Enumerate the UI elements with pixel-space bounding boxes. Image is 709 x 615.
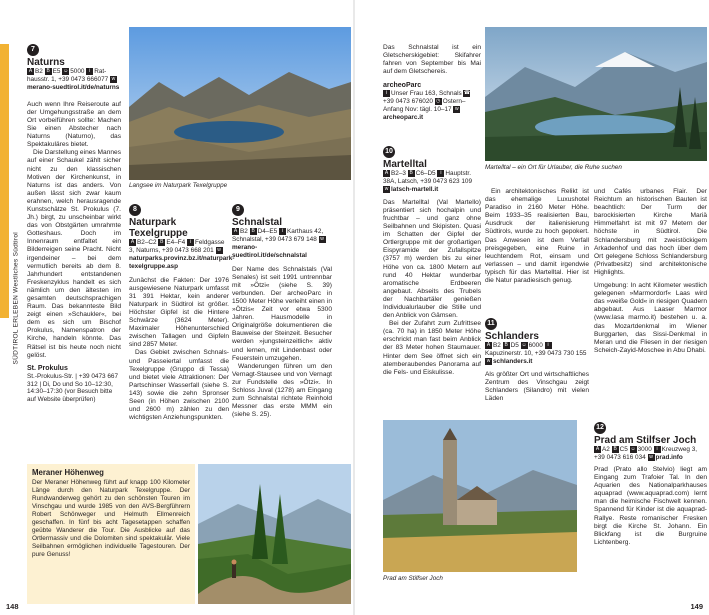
map-icon: B — [46, 68, 50, 74]
info-icon: i — [437, 170, 444, 177]
subentry-info: St.-Prokulus-Str. | +39 0473 667 312 | Di, Do und So 10–12:30, 14:30–17:30 (vor Besuch bitte auf Website überprüfen) — [27, 372, 119, 404]
entry-naturns — [27, 44, 121, 404]
section-stripe — [0, 44, 9, 318]
entry-texelgruppe — [129, 204, 235, 422]
info-icon: i — [545, 342, 552, 349]
website-link[interactable]: archeoparc.it — [383, 114, 424, 122]
entry-title: Naturns — [27, 57, 65, 68]
map-icon: B — [504, 342, 508, 348]
church-tower-image — [383, 420, 577, 572]
right-page — [355, 0, 709, 615]
people-icon: ☺ — [630, 446, 636, 452]
entry-body-2: Wanderungen führen um den Vernagt-Stausee und von Vernagt zur Fundstelle des »Ötzi«. In Schloss Juval (1278) am Eingang zum Schnalstal richtete Reinhold Messner das erste MMM ein (siehe S. 25). — [232, 362, 332, 419]
schnalstal-continuation — [383, 44, 481, 122]
subentry — [27, 365, 121, 404]
website-link[interactable]: merano-suedtirol.it/de/schnalstal — [232, 243, 307, 259]
website-link[interactable]: schlanders.it — [493, 357, 533, 365]
entry-info: A B2 B D5 ☺ 6000 iKapuzinerstr. 10, +39 0473 730 155 w schlanders.it — [485, 342, 587, 365]
entry-title: Schnalstal — [232, 217, 283, 228]
entry-schnalstal — [232, 204, 332, 419]
hiking-image — [198, 464, 351, 604]
archeoparc-info — [383, 82, 481, 122]
phone-icon: ☎ — [463, 90, 471, 97]
photo-hiking-path — [198, 464, 351, 604]
entry-prad — [594, 422, 707, 547]
section-tab: SÜDTIROL ERLEBEN Westliches Südtirol — [12, 231, 20, 365]
photo-caption: Langsee im Naturpark Texelgruppe — [129, 182, 228, 189]
web-icon: w — [649, 453, 653, 460]
website-link[interactable]: merano-suedtirol.it/de/naturns — [27, 83, 120, 91]
web-icon: w — [455, 106, 459, 113]
info-icon: i — [654, 446, 661, 453]
photo-prad — [383, 420, 577, 572]
web-icon: w — [384, 185, 389, 192]
mountain-lake-image — [129, 27, 351, 180]
photo-caption: Prad am Stilfser Joch — [383, 575, 443, 582]
info-icon: i — [187, 239, 194, 246]
entry-body: Auch wenn Ihre Reiseroute auf der Umgehungsstraße an dem Ort vorbeiführen sollte: Machen Sie einen Abstecher nach Naturns (Naturno), das Spektakuläres bietet. — [27, 100, 121, 149]
schlanders-continuation — [594, 188, 707, 355]
info-icon: i — [279, 228, 286, 235]
website-link[interactable]: prad.info — [655, 454, 683, 462]
continuation-text-2: Umgebung: In acht Kilometer westlich gelegenen »Marmordorf« Laas wird das »weiße Gold« in riesigen Quadern abgebaut. Aus Laaser Marmor (www.lasa marmo.it) bestehen u. a. das Mozartdenkmal im Wiener Burggarten, das Sissi-Denkmal in Meran und die Fliesen in der riesigen Scheich-Zayid-Moschee in Abu Dhabi. — [594, 282, 707, 354]
entry-info: A B2 B D4–E5 i Karthaus 42, Schnalstal, +39 0473 679 148 wmerano-suedtirol.it/de/schnalstal — [232, 228, 324, 259]
continuation-text: Ein architektonisches Relikt ist das ehemalige Luxushotel Paradiso in 2160 Meter Höhe. Beim 1933–35 realisierten Bau, Ausdruck der italienisierung Südtirols, wurde zu hoch gepokert. Das Anwesen ist dem Verfall preisgegeben, eine Ruine in leuchtendem Rot, einsam und verlassen – und damit irgendwie typisch für das Martelltal. Hier ist die Natur paradiesisch genug. — [485, 188, 589, 285]
entry-body: Das Martelltal (Val Martello) präsentiert sich hochalpin und fruchtbar – und ganz ohne Seilbahnen und Skipisten. Quasi im Schatten der Gipfel der Ortlergruppe mit der großartigen Eispyramide der Zufallspitze (3757 m) werden bis zu einer Höhe von ca. 1800 Metern auf rund 40 Hektar wunderbar aromatische Erdbeeren angebaut. Abseits des Trubels der Nachbartäler genießen Individualurlauber die Stille und den Anblick von Gämsen. — [383, 198, 481, 320]
entry-info: A B2–C2 B E4–F4 i Feldgasse 3, Naturns, +39 0473 668 201 wnaturparks.provinz.bz.it/naturpark-texelgruppe.asp — [129, 239, 235, 270]
subentry-title: St. Prokulus — [27, 364, 68, 372]
archeoparc-title: archeoParc — [383, 82, 422, 90]
entry-number: 8 — [129, 204, 141, 216]
entry-number: 12 — [594, 422, 606, 434]
map-icon: A — [384, 170, 389, 176]
entry-body-2: Bei der Zufahrt zum Zufrittsee (ca. 70 ha) in 1850 Meter Höhe erschrickt man fast beim Anblick der 83 Meter hohen Staumauer. Hinter dem See öffnet sich ein atemberaubendes Panorama auf die Fels- und Eiskulisse. — [383, 320, 481, 376]
map-icon: B — [613, 446, 617, 452]
box-body: Der Meraner Höhenweg führt auf knapp 100 Kilometer Länge durch den Naturpark Texelgruppe. Der Rundwanderweg gehört zu den schönsten Touren im Vinschgau und wurde 1985 von den AVS-Bergführern Robert Schönweger und Helmuth Ellmenreich geschaffen. In fünf bis acht Tagesetappen schaffen geübte Wanderer die Tour. Die Ausblicke auf das Ortlermassiv und die Dolomiten sind spektakulär. Viele Seilbahnen ermöglichen individuelle Tagestouren. Der pure Genuss! — [32, 479, 190, 558]
entry-number: 9 — [232, 204, 244, 216]
map-icon: A — [595, 446, 600, 452]
entry-number: 7 — [27, 44, 39, 56]
martelltal-continuation — [485, 188, 589, 285]
entry-body: Der Name des Schnalstals (Val Senales) ist seit 1991 untrennbar mit »Ötzi« (siehe S. 39) verbunden. Der archeoParc in 1500 Meter Höhe verleiht einen in »Ötzis« Zeit vor etwa 5300 Jahren. Hausmodelle in Originalgröße dokumentieren die Bauweise der Steinzeit. Besucher werden »jungsteinzeitlich« aktiv und lernen, mit Lindenbast oder Feuerstein umzugehen. — [232, 265, 332, 362]
entry-title: Prad am Stilfser Joch — [594, 435, 697, 446]
photo-martelltal — [485, 27, 707, 161]
entry-body-2: Die Darstellung eines Mannes auf einer Schaukel zählt sicher nicht zu den klassischen Motiven der Kirchenkunst, in Naturns ist das anders. Von außen lässt sich zwar kaum erahnen, welch herausragende Kunstschätze St. Prokulus (7. Jh.) birgt, zu unscheinbar wirkt das von Obstgärten umrahmte Gotteshaus. Doch im Innenraum entfaltet ein Bilderreigen seine Pracht. Nicht irgendeiner – bei dem vermutlich bereits ab dem 8. Jahrhundert entstandenen Freskenzyklus handelt es sich nämlich um den ältesten im gesamten deutschsprachigen Raum. Das bekannteste Bild zeigt einen »Schaukler«, bei dem es sich um Bischof Prokulus, Namenspatron der Kirche, handeln könnte. Das Rätsel ist bis heute noch nicht gelöst. — [27, 149, 121, 359]
archeoparc-details: i Unser Frau 163, Schnals ☎+39 0473 676020 ◷ Ostern–Anfang Nov: tägl. 10–17 warcheoparc.it — [383, 90, 471, 122]
entry-title: Martelltal — [383, 159, 427, 170]
map-icon: A — [486, 342, 491, 348]
entry-body: Prad (Prato allo Stelvio) liegt am Eingang zum Trafoier Tal. In den Aquarien des Nationalparkhauses aquaprad (www.aquaprad.com) lernt man die heimische Fischwelt kennen. Spannend für Kinder ist die aquaprad-Rallye. Reste romanischer Fresken birgt die Kirche St. Johann. Ein Blickfang ist die Burgruine Lichtenberg. — [594, 465, 707, 546]
people-icon: ☺ — [63, 68, 69, 74]
info-icon: i — [86, 68, 93, 75]
people-icon: ☺ — [521, 342, 527, 348]
entry-title: Naturpark Texelgruppe — [129, 217, 188, 239]
entry-body-2: Das Gebiet zwischen Schnals- und Passeiertal umfasst die Texelgruppe (Gruppo di Tessa) und bietet viele Attraktionen: Der Partschinser Wasserfall (siehe S. 143) sowie die zehn Spronser Seen (in Höhen zwischen 2100 und 2600 m) zählen zu den wichtigsten Anziehungspunkten. — [129, 349, 229, 422]
continuation-text: Das Schnalstal ist ein Gletscherskigebiet: Skifahrer fahren von September bis Mai auf dem Gletschereis. — [383, 44, 481, 76]
clock-icon: ◷ — [436, 98, 441, 105]
entry-martelltal — [383, 146, 481, 377]
info-icon: i — [383, 90, 390, 97]
photo-langsee — [129, 27, 351, 180]
web-icon: w — [486, 357, 491, 364]
info-box-hoehenweg — [27, 464, 195, 604]
map-icon: B — [409, 170, 413, 176]
entry-body: Zunächst die Fakten: Der 1976 ausgewiesene Naturpark umfasst 31 391 Hektar, kein anderer Naturpark in Südtirol ist größer. Höchster Gipfel ist die Hintere Schwärze (3624 Meter). Maximaler Höhenunterschied zwischen Tallagen und Gipfeln sind 2857 Meter. — [129, 276, 229, 349]
entry-info: A B2 B E5 ☺ 5000 i Rat-hausstr. 1, +39 0473 666077 wmerano-suedtirol.it/de/naturns — [27, 68, 120, 91]
entry-body: Als größter Ort und wirtschaftliches Zentrum des Vinschgau zeigt Schlanders (Silandro) mit vielen Läden — [485, 370, 589, 403]
entry-schlanders — [485, 318, 589, 403]
website-link[interactable]: naturparks.provinz.bz.it/naturpark-texelgruppe.asp — [129, 254, 235, 270]
entry-number: 10 — [383, 146, 395, 158]
valley-lake-image — [485, 27, 707, 161]
continuation-text: und Cafés urbanes Flair. Der Reichtum an historischen Bauten ist beachtlich: Der Turm der barockisierten Kirche Mariä Himmelfahrt ist mit 97 Metern der höchste in Südtirol. Die Schlandersburg mit zweistöckigem Arkadenhof und das hoch über dem Ort gelegene Schloss Schlandersburg (Privatbesitz) sind architektonische Highlights. — [594, 188, 707, 276]
map-icon: B — [251, 228, 255, 234]
entry-info: A B2–3 B C6–D5 i Hauptstr. 38A, Latsch, +39 0473 623 109 w latsch-martell.it — [383, 170, 473, 193]
photo-caption: Martelltal – ein Ort für Urlauber, die Ruhe suchen — [485, 164, 622, 171]
page-number: 149 — [690, 602, 703, 611]
web-icon: w — [320, 235, 324, 242]
page-number: 148 — [6, 602, 19, 611]
entry-info: A A2 B C5 ☺ 3000 i Kreuzweg 3, +39 0473 616 034 w prad.info — [594, 446, 698, 462]
web-icon: w — [111, 75, 116, 82]
map-icon: A — [28, 68, 33, 74]
entry-number: 11 — [485, 318, 497, 330]
web-icon: w — [217, 246, 221, 253]
map-icon: B — [160, 239, 164, 245]
entry-title: Schlanders — [485, 331, 539, 342]
box-title: Meraner Höhenweg — [32, 468, 104, 477]
left-page — [0, 0, 354, 615]
map-icon: A — [233, 228, 238, 234]
website-link[interactable]: latsch-martell.it — [391, 185, 439, 193]
map-icon: A — [130, 239, 135, 245]
